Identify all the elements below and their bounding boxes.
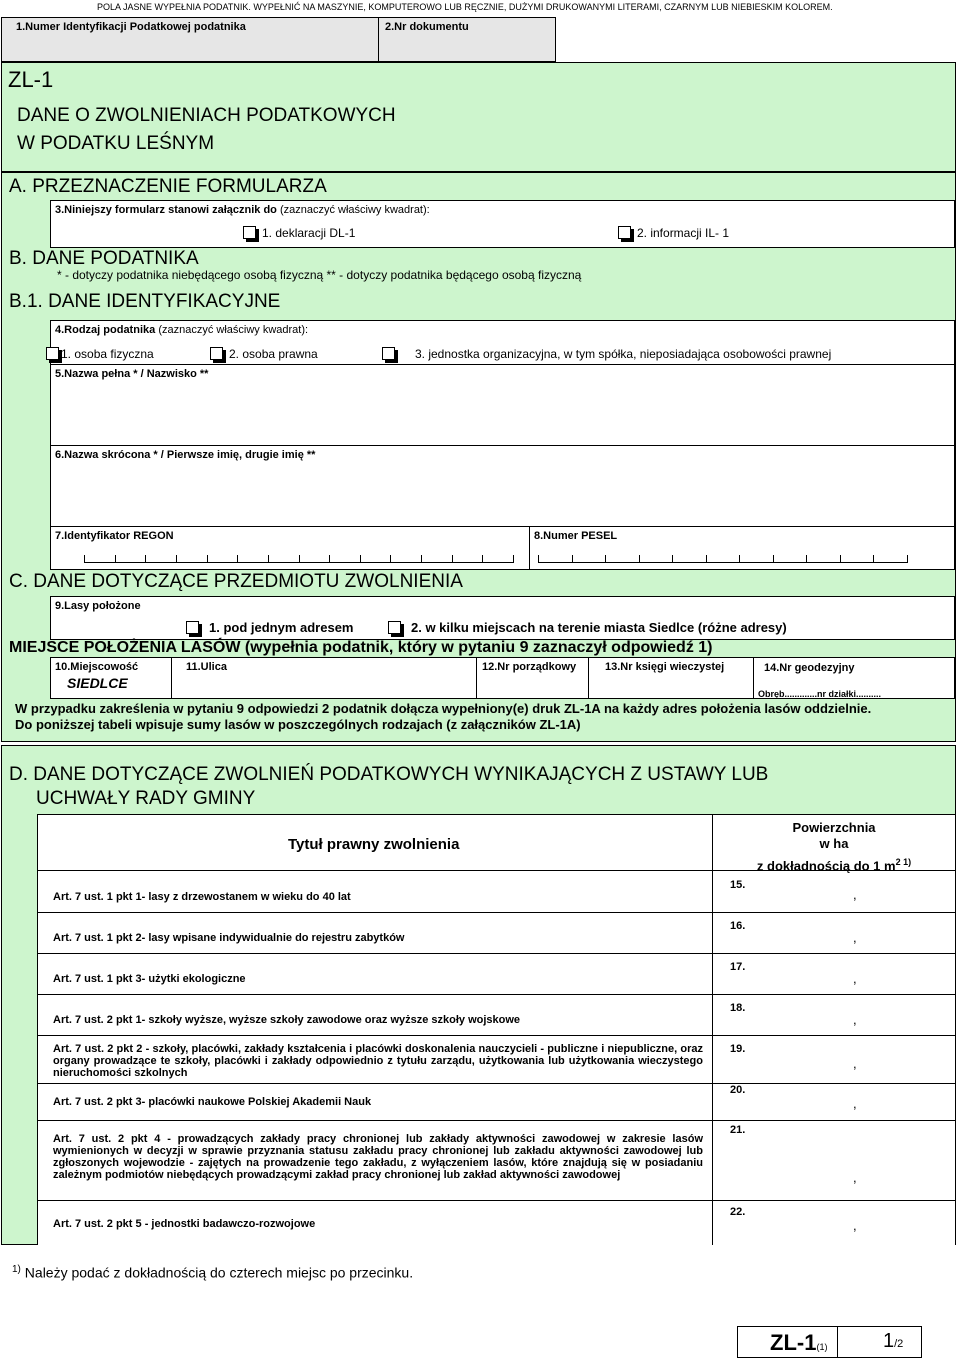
footnote	[12, 1264, 413, 1281]
option-kilka-miejsc[interactable]	[388, 620, 787, 635]
tick-mark	[873, 555, 874, 562]
section-d-title-line2: UCHWAŁY RADY GMINY	[36, 788, 256, 809]
tick-mark	[237, 555, 238, 562]
street-field[interactable]	[171, 657, 477, 699]
footer-code	[770, 1330, 827, 1356]
section-c-title: C. DANE DOTYCZĄCE PRZEDMIOTU ZWOLNIENIA	[9, 571, 463, 592]
exemption-row-text: Art. 7 ust. 2 pkt 5 - jednostki badawczo-rozwojowe	[53, 1218, 316, 1230]
decimal-comma: ,	[853, 930, 857, 945]
option-dl1-label: 1. deklaracji DL-1	[262, 226, 356, 240]
tick-mark	[115, 555, 116, 562]
nip-label: 1.Numer Identyfikacji Podatkowej podatnika	[16, 21, 246, 33]
field7-label: 7.Identyfikator REGON	[55, 530, 174, 542]
regon-field[interactable]	[50, 526, 530, 570]
full-name-field[interactable]	[50, 364, 955, 446]
exemption-row-text: Art. 7 ust. 2 pkt 3- placówki naukowe Polskiej Akademii Nauk	[53, 1096, 372, 1108]
exemption-row-number: 16.	[730, 920, 746, 932]
decimal-comma: ,	[853, 887, 857, 902]
tick-mark	[390, 555, 391, 562]
tick-mark	[145, 555, 146, 562]
tick-mark	[773, 555, 774, 562]
decimal-comma: ,	[853, 1170, 857, 1185]
form-code: ZL-1	[8, 67, 54, 92]
checkbox-icon	[618, 226, 631, 239]
field3-label: 3.Niniejszy formularz stanowi załącznik do	[55, 204, 277, 216]
option-il1-label: 2. informacji IL- 1	[637, 226, 730, 240]
field3-box	[50, 200, 955, 248]
field6-label: 6.Nazwa skrócona * / Pierwsze imię, drugie imię **	[55, 449, 316, 461]
row-line	[37, 1035, 955, 1036]
house-number-field[interactable]	[476, 657, 589, 699]
row-line	[37, 1200, 955, 1201]
field3-hint: (zaznaczyć właściwy kwadrat):	[279, 204, 430, 216]
section-b-note: * - dotyczy podatnika niebędącego osobą fizyczną ** - dotyczy podatnika będącego osobą fizyczną	[57, 268, 582, 282]
option-dl1[interactable]	[243, 226, 355, 240]
title-area	[1, 62, 956, 172]
form-title-line1: DANE O ZWOLNIENIACH PODATKOWYCH	[17, 105, 396, 126]
exemption-row-number: 15.	[730, 879, 746, 891]
exemption-row-number: 18.	[730, 1002, 746, 1014]
city-value: SIEDLCE	[67, 675, 128, 691]
option-jeden-adres[interactable]	[186, 620, 354, 635]
exemption-row-text: Art. 7 ust. 1 pkt 2- lasy wpisane indywidualnie do rejestru zabytków	[53, 932, 405, 944]
tick-mark	[672, 555, 673, 562]
col-title-header: Tytuł prawny zwolnienia	[288, 836, 460, 853]
tick-mark	[706, 555, 707, 562]
short-name-field[interactable]	[50, 445, 955, 527]
col-area-header-1: Powierzchnia	[792, 820, 876, 835]
checkbox-icon	[186, 621, 199, 634]
exemption-row-number: 17.	[730, 961, 746, 973]
decimal-comma: ,	[853, 1218, 857, 1233]
row-line	[37, 1083, 955, 1084]
nip-field-box[interactable]	[1, 17, 379, 62]
option-osoba-fizyczna-label: 1. osoba fizyczna	[61, 347, 154, 361]
field11-label: 11.Ulica	[186, 661, 227, 673]
tick-mark	[360, 555, 361, 562]
section-b1-title: B.1. DANE IDENTYFIKACYJNE	[9, 291, 281, 312]
exemption-row-text: Art. 7 ust. 2 pkt 2 - szkoły, placówki, zakłady kształcenia i placówki doskonalenia nauczycieli - publiczne i niepubliczne, oraz organy prowadzące te szkoły, placówki i zakłady odpowiednio z tytułu zarządu, użytkowania lub użytkowania wieczystego nieruchomości szkolnych	[53, 1043, 703, 1079]
field14-label: 14.Nr geodezyjny	[764, 662, 855, 674]
footnote-mark: 1)	[12, 1264, 21, 1275]
exemption-row-text: Art. 7 ust. 1 pkt 1- lasy z drzewostanem w wieku do 40 lat	[53, 891, 351, 903]
form-title-line2: W PODATKU LEŚNYM	[17, 133, 215, 154]
col-area-header-sup: 2 1)	[895, 857, 912, 867]
tick-mark	[329, 555, 330, 562]
exemption-row-number: 22.	[730, 1206, 746, 1218]
tick-mark	[572, 555, 573, 562]
row-line	[37, 953, 955, 954]
footer-divider	[837, 1327, 838, 1357]
footer-page-total: /2	[894, 1338, 904, 1350]
checkbox-icon	[388, 621, 401, 634]
field14-sub: Obręb.............nr działki..........	[758, 689, 882, 699]
tick-mark	[538, 555, 539, 562]
table-divider	[712, 814, 713, 1245]
option-jednostka-label: 3. jednostka organizacyjna, w tym spółka, nieposiadająca osobowości prawnej	[415, 347, 832, 361]
pesel-field[interactable]	[529, 526, 955, 570]
tick-mark	[268, 555, 269, 562]
field8-label: 8.Numer PESEL	[534, 530, 618, 542]
tick-mark	[452, 555, 453, 562]
exemption-row-number: 19.	[730, 1043, 746, 1055]
decimal-comma: ,	[853, 1096, 857, 1111]
doc-number-label: 2.Nr dokumentu	[385, 21, 469, 33]
row-line	[37, 1120, 955, 1121]
instruction-line2: Do poniższej tabeli wpisuje sumy lasów w poszczególnych rodzajach (z załączników ZL-1A)	[15, 717, 581, 732]
footer-page-number: 1	[883, 1330, 895, 1352]
footer-code-sub: (1)	[816, 1342, 828, 1352]
option-osoba-prawna[interactable]	[210, 347, 318, 361]
tick-mark	[639, 555, 640, 562]
geodetic-number-field[interactable]	[753, 657, 955, 699]
pesel-ticks	[538, 555, 908, 563]
field10-label: 10.Miejscowość	[55, 661, 139, 673]
location-title: MIEJSCE POŁOŻENIA LASÓW (wypełnia podatnik, który w pytaniu 9 zaznaczył odpowiedź 1)	[9, 639, 713, 656]
field13-label: 13.Nr księgi wieczystej	[605, 661, 725, 673]
row-line	[37, 994, 955, 995]
tick-mark	[605, 555, 606, 562]
field9-box	[50, 596, 955, 640]
section-d-title-line1: D. DANE DOTYCZĄCE ZWOLNIEŃ PODATKOWYCH WYNIKAJĄCYCH Z USTAWY LUB	[9, 764, 769, 785]
option-il1[interactable]	[618, 226, 729, 240]
city-field[interactable]	[50, 657, 172, 699]
field12-label: 12.Nr porządkowy	[482, 661, 577, 673]
row-line	[37, 912, 955, 913]
exemption-row-text: Art. 7 ust. 2 pkt 1- szkoły wyższe, wyższe szkoły zawodowe oraz wyższe szkoły wojskowe	[53, 1014, 521, 1026]
decimal-comma: ,	[853, 971, 857, 986]
doc-number-box[interactable]	[378, 17, 556, 62]
instruction-line1: W przypadku zakreślenia w pytaniu 9 odpowiedzi 2 podatnik dołącza wypełniony(e) druk ZL-1A na każdy adres położenia lasów oddzielnie.	[15, 701, 872, 716]
land-register-field[interactable]	[588, 657, 754, 699]
field9-label: 9.Lasy położone	[55, 600, 141, 612]
col-area-header-2: w ha	[819, 836, 849, 851]
tick-mark	[84, 555, 85, 562]
footer-page	[883, 1330, 903, 1353]
section-b-title: B. DANE PODATNIKA	[9, 248, 199, 269]
tick-mark	[739, 555, 740, 562]
section-a-title: A. PRZEZNACZENIE FORMULARZA	[9, 176, 327, 197]
regon-ticks	[84, 555, 514, 563]
checkbox-icon	[46, 347, 59, 360]
tick-mark	[421, 555, 422, 562]
col-area-header	[713, 820, 955, 874]
field4-hint: (zaznaczyć właściwy kwadrat):	[158, 324, 309, 336]
tick-mark	[513, 555, 514, 562]
tick-mark	[806, 555, 807, 562]
exemption-row-text: Art. 7 ust. 2 pkt 4 - prowadzących zakłady pracy chronionej lub zakłady aktywności zawodowej w zakresie lasów wymienionych w decyzji w sprawie przyznania statusu zakładu pracy chronionej lub zakładu aktywności zawodowej lub zgłoszonych wojewodzie - zajętych na prowadzenie tego zakładu, z wyłączeniem lasów, które znajdują się w posiadaniu zależnym podmiotów niebędących prowadzącymi zakład pracy chronionej lub zakład aktywności zawodowej	[53, 1133, 703, 1181]
option-jednostka[interactable]	[382, 347, 831, 361]
checkbox-icon	[382, 347, 395, 360]
footer-code-text: ZL-1	[770, 1330, 817, 1355]
footnote-text: Należy podać z dokładnością do czterech miejsc po przecinku.	[24, 1264, 414, 1281]
field4-label: 4.Rodzaj podatnika	[55, 324, 156, 336]
field5-label: 5.Nazwa pełna * / Nazwisko **	[55, 368, 209, 380]
exemption-row-number: 21.	[730, 1124, 746, 1136]
option-jeden-adres-label: 1. pod jednym adresem	[209, 620, 354, 635]
checkbox-icon	[210, 347, 223, 360]
tick-mark	[176, 555, 177, 562]
checkbox-icon	[243, 226, 256, 239]
decimal-comma: ,	[853, 1056, 857, 1071]
footer-box	[737, 1326, 922, 1358]
tick-mark	[207, 555, 208, 562]
decimal-comma: ,	[853, 1012, 857, 1027]
option-osoba-fizyczna[interactable]	[46, 347, 154, 361]
tick-mark	[299, 555, 300, 562]
col-area-header-3: z dokładnością do 1 m	[756, 858, 896, 874]
tick-mark	[482, 555, 483, 562]
option-kilka-miejsc-label: 2. w kilku miejscach na terenie miasta Siedlce (różne adresy)	[411, 620, 787, 635]
exemption-row-text: Art. 7 ust. 1 pkt 3- użytki ekologiczne	[53, 973, 246, 985]
exemption-row-number: 20.	[730, 1084, 746, 1096]
option-osoba-prawna-label: 2. osoba prawna	[229, 347, 318, 361]
header-note: POLA JASNE WYPEŁNIA PODATNIK. WYPEŁNIĆ NA MASZYNIE, KOMPUTEROWO LUB RĘCZNIE, DUŻYMI DRUKOWANYMI LITERAMI, CZARNYM LUB NIEBIESKIM KOLOREM.	[97, 2, 833, 12]
tick-mark	[907, 555, 908, 562]
tick-mark	[840, 555, 841, 562]
